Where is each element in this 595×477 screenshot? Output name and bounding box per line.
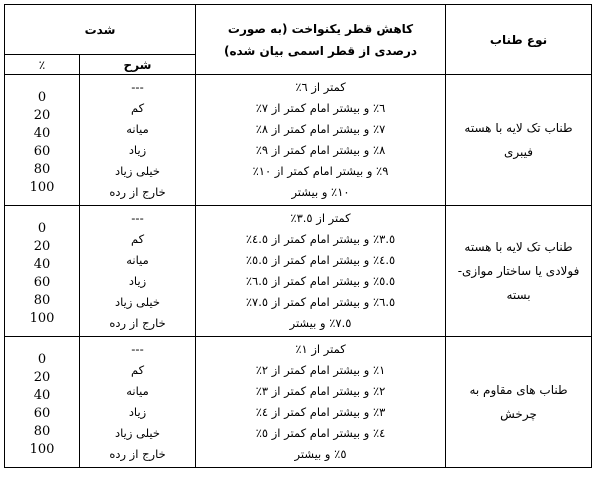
description-line: خیلی زیاد [115,295,161,309]
reduction-line: ٤٪ و بیشتر امام کمتر از ٥٪ [255,426,386,440]
description-line: خیلی زیاد [115,426,161,440]
percent-line: 0 [37,90,47,105]
reduction-line: ٧٪ و بیشتر امام کمتر از ٨٪ [255,122,386,136]
reduction-line: ١٪ و بیشتر امام کمتر از ٢٪ [255,363,386,377]
reduction-line: ٦٪ و بیشتر امام کمتر از ٧٪ [255,101,386,115]
rope-type-cell: طناب تک لایه با هسته فولادی یا ساختار موازی-بسته [446,206,592,337]
percent-line: 60 [33,275,51,290]
percent-line: 100 [29,180,55,195]
percent-line: 40 [33,126,51,141]
percent-line: 20 [33,108,51,123]
description-line: خیلی زیاد [115,164,161,178]
table-row [5,75,592,206]
percent-line: 20 [33,239,51,254]
percent-line: 80 [33,424,51,439]
percent-line: 0 [37,352,47,367]
reduction-line: ٥٪ و بیشتر [294,447,347,461]
header-description: شرح [80,55,196,75]
reduction-line: کمتر از ١٪ [295,342,346,356]
description-line: میانه [126,253,149,267]
reduction-line: ٤.٥٪ و بیشتر امام کمتر از ٥.٥٪ [245,253,396,267]
percent-line: 80 [33,162,51,177]
description-line: زیاد [128,143,147,157]
reduction-cell [196,337,446,468]
description-line: زیاد [128,274,147,288]
description-line: کم [130,363,145,377]
description-line: میانه [126,384,149,398]
table-row [5,206,592,337]
description-cell [80,75,196,206]
reduction-line: ٧.٥٪ و بیشتر [289,316,352,330]
description-line: --- [131,211,144,225]
percent-line: 60 [33,144,51,159]
description-line: خارج از رده [109,316,166,330]
table-row [5,337,592,468]
description-cell [80,206,196,337]
reduction-line: ٨٪ و بیشتر امام کمتر از ٩٪ [255,143,386,157]
reduction-line: ٢٪ و بیشتر امام کمتر از ٣٪ [255,384,386,398]
description-line: --- [131,80,144,94]
percent-line: 100 [29,311,55,326]
reduction-line: ٩٪ و بیشتر امام کمتر از ١٠٪ [252,164,389,178]
reduction-line: ١٠٪ و بیشتر [291,185,350,199]
header-severity: شدت [5,5,196,55]
percent-line: 40 [33,257,51,272]
description-line: زیاد [128,405,147,419]
percent-cell [5,206,80,337]
percent-line: 40 [33,388,51,403]
header-percent: ٪ [5,55,80,75]
description-line: کم [130,232,145,246]
percent-cell [5,75,80,206]
rope-type-cell: طناب تک لایه با هسته فیبری [446,75,592,206]
percent-line: 100 [29,442,55,457]
description-line: کم [130,101,145,115]
rope-diameter-table [4,4,592,468]
reduction-line: کمتر از ٦٪ [295,80,346,94]
percent-cell [5,337,80,468]
header-row [5,5,592,55]
description-line: میانه [126,122,149,136]
reduction-cell [196,75,446,206]
reduction-cell [196,206,446,337]
header-reduction: کاهش قطر یکنواخت (به صورت درصدی از قطر اسمی بیان شده) [196,5,446,75]
reduction-line: کمتر از ٣.٥٪ [290,211,351,225]
reduction-line: ٣٪ و بیشتر امام کمتر از ٤٪ [255,405,386,419]
description-cell [80,337,196,468]
reduction-line: ٦.٥٪ و بیشتر امام کمتر از ٧.٥٪ [245,295,396,309]
percent-line: 0 [37,221,47,236]
description-line: خارج از رده [109,185,166,199]
percent-line: 80 [33,293,51,308]
percent-line: 20 [33,370,51,385]
percent-line: 60 [33,406,51,421]
reduction-line: ٥.٥٪ و بیشتر امام کمتر از ٦.٥٪ [245,274,396,288]
reduction-line: ٣.٥٪ و بیشتر امام کمتر از ٤.٥٪ [245,232,396,246]
description-line: --- [131,342,144,356]
rope-type-cell: طناب های مقاوم به چرخش [446,337,592,468]
description-line: خارج از رده [109,447,166,461]
header-type: نوع طناب [446,5,592,75]
